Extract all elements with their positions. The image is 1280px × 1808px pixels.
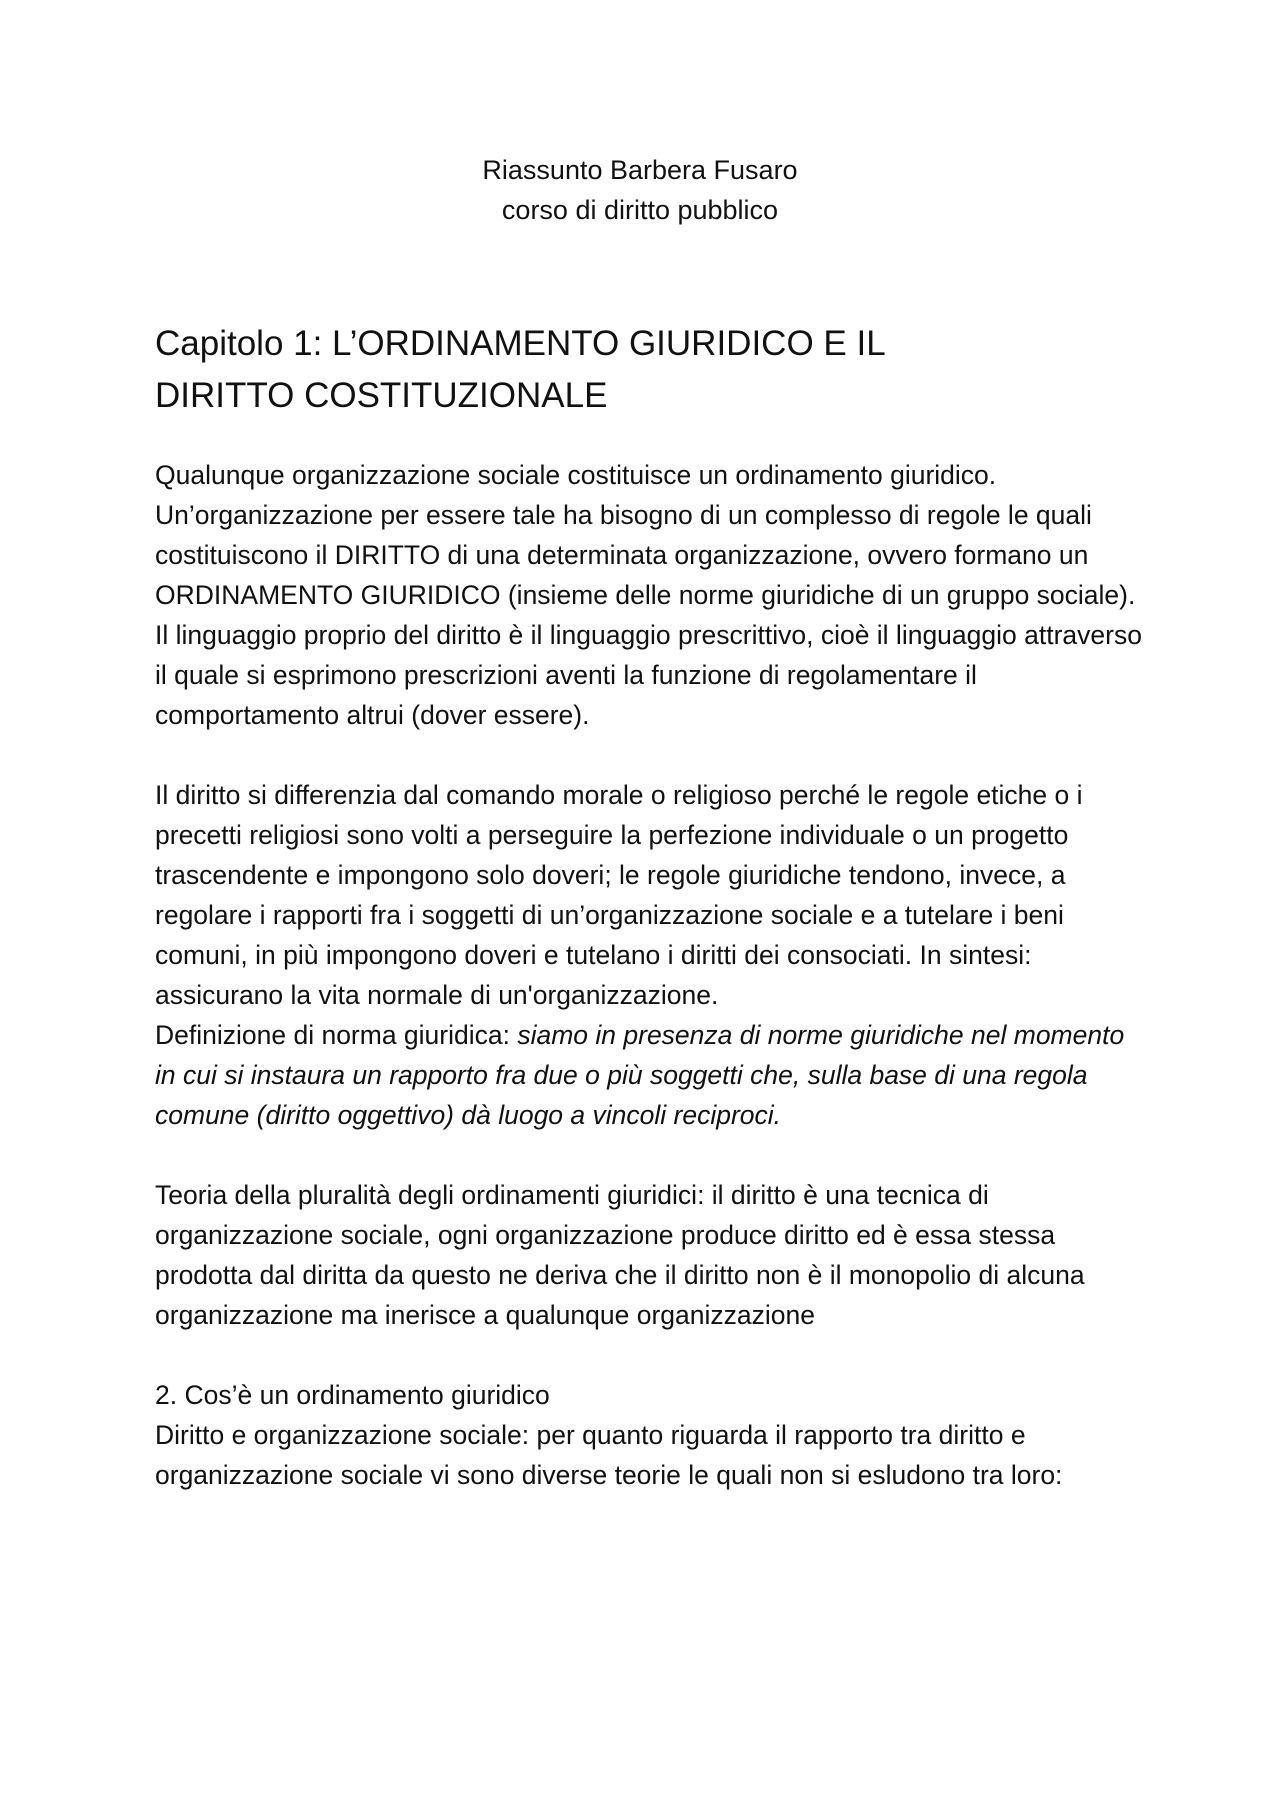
paragraph-gap <box>155 1135 1145 1175</box>
chapter-title <box>155 318 1155 422</box>
paragraph-definizione <box>155 1015 1145 1135</box>
document-header <box>0 150 1280 230</box>
header-title: Riassunto Barbera Fusaro <box>482 155 798 185</box>
definizione-text: siamo in presenza di norme giuridiche nel momento in cui si instaura un rapporto fra due o più soggetti che, sulla base di una regola comune (diritto oggettivo) dà luogo a vincoli reciproci. <box>155 1020 1125 1130</box>
paragraph-gap <box>155 735 1145 775</box>
paragraph-gap <box>155 1335 1145 1375</box>
document-body <box>155 455 1145 1495</box>
header-subtitle: corso di diritto pubblico <box>501 195 779 225</box>
chapter-title-line-2: DIRITTO COSTITUZIONALE <box>155 376 608 415</box>
paragraph-ordinamento: Qualunque organizzazione sociale costituisce un ordinamento giuridico. Un’organizzazione per essere tale ha bisogno di un complesso di regole le quali costituiscono il DIRITTO di una determinata organizzazione, ovvero formano un ORDINAMENTO GIURIDICO (insieme delle norme giuridiche di un gruppo sociale). <box>155 460 1136 610</box>
section-heading: 2. Cos’è un ordinamento giuridico <box>155 1380 550 1410</box>
definizione-label: Definizione di norma giuridica: <box>155 1020 518 1050</box>
paragraph-differenza: Il diritto si differenzia dal comando morale o religioso perché le regole etiche o i precetti religiosi sono volti a perseguire la perfezione individuale o un progetto trascendente e impongono solo doveri; le regole giuridiche tendono, invece, a regolare i rapporti fra i soggetti di un’organizzazione sociale e a tutelare i beni comuni, in più impongono doveri e tutelano i diritti dei consociati. In sintesi: assicurano la vita normale di un'organizzazione. <box>155 780 1083 1010</box>
chapter-title-line-1: Capitolo 1: L’ORDINAMENTO GIURIDICO E IL <box>155 324 886 363</box>
paragraph-diritto-organizzazione: Diritto e organizzazione sociale: per quanto riguarda il rapporto tra diritto e organizzazione sociale vi sono diverse teorie le quali non si esludono tra loro: <box>155 1420 1063 1490</box>
paragraph-linguaggio: Il linguaggio proprio del diritto è il linguaggio prescrittivo, cioè il linguaggio attraverso il quale si esprimono prescrizioni aventi la funzione di regolamentare il comportamento altrui (dover essere). <box>155 620 1142 730</box>
paragraph-pluralita: Teoria della pluralità degli ordinamenti giuridici: il diritto è una tecnica di organizzazione sociale, ogni organizzazione produce diritto ed è essa stessa prodotta dal diritta da questo ne deriva che il diritto non è il monopolio di alcuna organizzazione ma inerisce a qualunque organizzazione <box>155 1180 1085 1330</box>
